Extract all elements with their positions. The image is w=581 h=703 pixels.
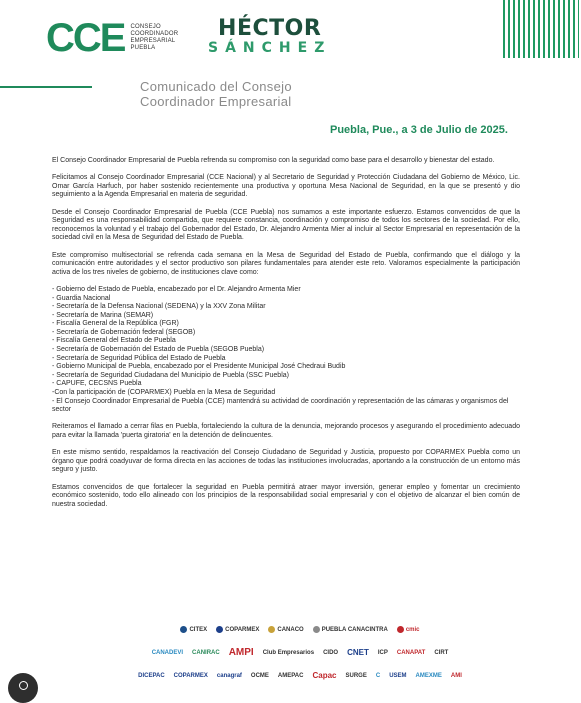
sponsor-logo: DICEPAC bbox=[138, 672, 165, 679]
list-item: - Gobierno del Estado de Puebla, encabezado por el Dr. Alejandro Armenta Mier bbox=[52, 285, 301, 293]
list-item: - CAPUFE, CECSNS Puebla bbox=[52, 380, 142, 388]
sponsor-logo: AMI bbox=[450, 672, 462, 679]
paragraph-2: Felicitamos al Consejo Coordinador Empresarial (CCE Nacional) y al Secretario de Seguridad y Protección Ciudadana del Gobierno de México, Lic. Omar García Harfuch, por haber sostenido recientemente una productiva y oportuna Mesa Nacional de Seguridad, en la que se presentó y dio seguimiento a la Agenda Empresarial en materia de seguridad. bbox=[52, 174, 520, 199]
decorative-stripes bbox=[503, 0, 579, 58]
sponsor-logo: canagraf bbox=[216, 672, 242, 679]
title-line-1: Comunicado del Consejo bbox=[140, 79, 292, 94]
paragraph-6: En este mismo sentido, respaldamos la reactivación del Consejo Ciudadano de Seguridad y Justicia, propuesto por COPARMEX Puebla como un órgano que podrá coadyuvar de forma directa en las acciones de todas las instituciones involucradas, aportando a la construcción de un entorno más seguro y justo. bbox=[52, 449, 520, 474]
list-item: - El Consejo Coordinador Empresarial de Puebla (CCE) mantendrá su actividad de coordinación y representación de las cámaras y organismos del sector bbox=[52, 397, 509, 414]
paragraph-1: El Consejo Coordinador Empresarial de Puebla refrenda su compromiso con la seguridad como base para el desarrollo y bienestar del estado. bbox=[52, 157, 495, 164]
sponsor-logo: AMPI bbox=[228, 647, 254, 658]
sponsor-logo: USEM bbox=[389, 672, 407, 679]
paragraph-3: Desde el Consejo Coordinador Empresarial de Puebla (CCE Puebla) nos sumamos a este importante esfuerzo. Estamos convencidos de que la Seguridad es una responsabilidad compartida, que requiere constancia, coordinación y compromiso de todos los sectores de la sociedad. Por ello, reconocemos la voluntad y el trabajo del Gobernador del Estado, Dr. Alejandro Armenta Mier al incluir al Sector Empresarial en representación de la sociedad civil en la Mesa de Seguridad del Estado de Puebla. bbox=[52, 208, 520, 242]
sponsor-logo: AMEPAC bbox=[277, 672, 304, 679]
logo-mark-icon bbox=[180, 626, 187, 633]
document-body bbox=[52, 157, 520, 518]
list-item: - Fiscalía General del Estado de Puebla bbox=[52, 337, 176, 345]
sponsor-logo: CIRT bbox=[434, 649, 449, 656]
sponsor-row-3 bbox=[90, 664, 510, 687]
sponsor-row-2 bbox=[90, 641, 510, 664]
sponsor-logo: PUEBLA CANACINTRA bbox=[313, 626, 388, 633]
list-item: - Secretaría de Gobernación del Estado de Puebla (SEGOB Puebla) bbox=[52, 346, 265, 354]
sponsor-logos bbox=[90, 618, 510, 687]
paragraph-5: Reiteramos el llamado a cerrar filas en Puebla, fortaleciendo la cultura de la denuncia, mejorando procesos y asegurando el procedimiento adecuado para evitar la llamada 'puerta giratoria' en la detención de delincuentes. bbox=[52, 423, 520, 439]
sponsor-logo: CANADEVI bbox=[151, 649, 184, 656]
sponsor-logo: CIDO bbox=[323, 649, 339, 656]
overlay-badge-icon[interactable] bbox=[8, 673, 38, 703]
sponsor-logo: CITEX bbox=[180, 626, 207, 633]
title-line-2: Coordinador Empresarial bbox=[140, 94, 292, 109]
list-item: -Con la participación de (COPARMEX) Puebla en la Mesa de Seguridad bbox=[52, 389, 276, 397]
list-item: - Secretaría de Seguridad Ciudadana del Municipio de Puebla (SSC Puebla) bbox=[52, 371, 289, 379]
logo-mark-icon bbox=[397, 626, 404, 633]
hector-sanchez-logo bbox=[208, 18, 331, 56]
paragraph-7: Estamos convencidos de que fortalecer la seguridad en Puebla permitirá atraer mayor inversión, generar empleo y fomentar un crecimiento económico sostenido, todo ello alineado con los principios de la responsabilidad social empresarial y con el objetivo de alcanzar el bien común de nuestra sociedad. bbox=[52, 483, 520, 508]
list-item: - Secretaría de Seguridad Pública del Estado de Puebla bbox=[52, 354, 226, 362]
list-item: - Secretaría de Marina (SEMAR) bbox=[52, 311, 154, 319]
list-item: - Secretaría de Gobernación federal (SEGOB) bbox=[52, 328, 196, 336]
sponsor-logo: Club Empresarios bbox=[262, 649, 315, 656]
cce-logo bbox=[46, 18, 178, 58]
sponsor-logo: CNET bbox=[347, 648, 369, 657]
document-date: Puebla, Pue., a 3 de Julio de 2025. bbox=[330, 124, 508, 136]
sponsor-logo: COPARMEX bbox=[173, 672, 208, 679]
list-item: - Secretaría de la Defensa Nacional (SEDENA) y la XXV Zona Militar bbox=[52, 303, 266, 311]
sponsor-logo: cmic bbox=[397, 626, 420, 633]
sponsor-logo: CANACO bbox=[268, 626, 303, 633]
list-item: - Guardia Nacional bbox=[52, 294, 111, 302]
logo-surname: SÁNCHEZ bbox=[208, 40, 332, 56]
cce-logo-mark: CCE bbox=[46, 16, 125, 60]
sponsor-logo: Capac bbox=[312, 671, 337, 680]
list-item: - Gobierno Municipal de Puebla, encabezado por el Presidente Municipal José Chedraui Budib bbox=[52, 363, 346, 371]
sponsor-logo: CANAPAT bbox=[396, 649, 426, 656]
sponsor-logo: CANIRAC bbox=[192, 649, 220, 656]
sponsor-logo: COPARMEX bbox=[216, 626, 259, 633]
list-item: - Fiscalía General de la República (FGR) bbox=[52, 320, 179, 328]
document-title bbox=[140, 79, 292, 109]
logo-mark-icon bbox=[216, 626, 223, 633]
sponsor-logo: AMEXME bbox=[415, 672, 442, 679]
sponsor-logo: C bbox=[375, 672, 381, 679]
logo-mark-icon bbox=[313, 626, 320, 633]
header-rule bbox=[0, 86, 92, 88]
institution-list bbox=[52, 286, 520, 415]
sponsor-logo: ICP bbox=[377, 649, 388, 656]
sponsor-logo: SURGE bbox=[345, 672, 367, 679]
logo-first-name: HÉCTOR bbox=[218, 16, 322, 41]
cce-logo-text: CONSEJO COORDINADOR EMPRESARIAL PUEBLA bbox=[130, 24, 179, 51]
sponsor-logo: OCME bbox=[250, 672, 269, 679]
logo-mark-icon bbox=[268, 626, 275, 633]
sponsor-row-1 bbox=[90, 618, 510, 641]
paragraph-4: Este compromiso multisectorial se refrenda cada semana en la Mesa de Seguridad del Estado de Puebla, confirmando que el diálogo y la comunicación entre autoridades y el sector productivo son pilares fundamentales para atender este reto. Valoramos especialmente la participación activa de los tres niveles de gobierno, de instituciones clave como: bbox=[52, 251, 520, 276]
